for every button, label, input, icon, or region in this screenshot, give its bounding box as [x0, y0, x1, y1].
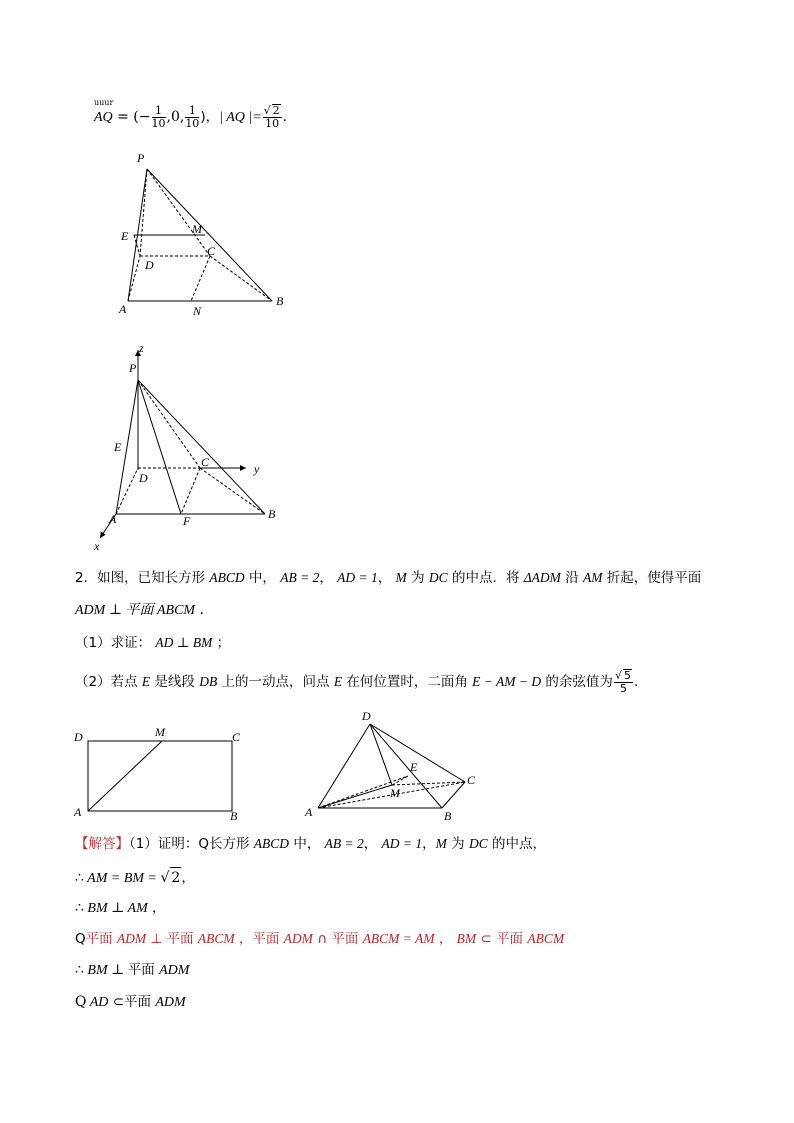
- solution-line-4: Q平面 ADM ⊥ 平面 ABCM ，平面 ADM ∩ 平面 ABCM = AM ， BM ⊂ 平面 ABCM: [75, 931, 565, 947]
- edge-dm: [370, 724, 392, 785]
- label-b: B: [276, 294, 284, 308]
- label-x: x: [94, 539, 100, 553]
- problem-2-line-2: ADM ⊥ 平面 ABCM .: [75, 602, 204, 618]
- label-e: E: [410, 760, 418, 774]
- edge-mc: [392, 782, 465, 785]
- rectangle-abcd: [88, 741, 232, 811]
- fraction: $\frac{√ 2}{10}$: [263, 104, 280, 130]
- edge-cb: [210, 256, 272, 301]
- edge-pc: [147, 169, 210, 256]
- label-b: B: [230, 809, 238, 823]
- edge-db: [370, 724, 442, 808]
- edge-pc: [138, 380, 200, 468]
- edge-pf: [138, 380, 181, 514]
- solution-line-1: 【解答】（1）证明：Q长方形 ABCD 中， AB = 2， AD = 1，M 为 DC 的中点，: [75, 836, 547, 852]
- label-d: D: [362, 709, 371, 723]
- label-d: D: [139, 471, 148, 485]
- label-d: D: [74, 730, 83, 744]
- pyramid-figure-2-coordinates: [90, 340, 290, 555]
- label-a: A: [305, 805, 313, 819]
- vector-arrow-mark: uuur: [94, 98, 114, 107]
- label-p: P: [137, 151, 145, 165]
- label-p: P: [129, 361, 137, 375]
- fraction: $\frac{1}{10}$: [151, 103, 166, 130]
- pyramid-figure-1: [110, 145, 300, 325]
- label-d: D: [145, 258, 154, 272]
- label-e: E: [121, 229, 129, 243]
- rectangle-abcd-figure: [70, 722, 250, 824]
- label-m: M: [192, 222, 202, 236]
- edge-cf: [181, 468, 200, 514]
- fraction-sqrt5-over-5: $\frac{√ 5}{5}$: [614, 669, 631, 695]
- label-z: z: [139, 341, 144, 355]
- solution-line-5: ∴ BM ⊥ 平面 ADM: [75, 962, 190, 978]
- problem-2-line-1: 2．如图，已知长方形 ABCD 中， AB = 2， AD = 1， M 为 DC 的中点．将 ΔADM 沿 AM 折起，使得平面: [75, 570, 702, 586]
- label-c: C: [232, 730, 241, 744]
- edge-bc: [442, 782, 465, 808]
- label-y: y: [254, 462, 260, 476]
- label-a: A: [119, 302, 127, 316]
- label-c: C: [201, 455, 210, 469]
- answer-tag: 【解答】: [75, 836, 129, 852]
- solution-line-6: Q AD ⊂平面 ADM: [75, 994, 186, 1010]
- label-c: C: [207, 244, 216, 258]
- label-a: A: [74, 805, 82, 819]
- problem-2-question-1: （1）求证： AD ⊥ BM ；: [75, 635, 231, 651]
- edge-cn: [191, 256, 210, 301]
- edge-dc: [370, 724, 465, 782]
- edge-pb: [138, 380, 265, 514]
- label-n: N: [193, 304, 202, 318]
- because-symbol: Q: [198, 836, 209, 852]
- label-m: M: [390, 786, 400, 800]
- label-c: C: [467, 773, 476, 787]
- solution-line-3: ∴ BM ⊥ AM ，: [75, 900, 166, 916]
- label-f: F: [183, 514, 191, 528]
- label-b: B: [268, 507, 276, 521]
- fraction: $\frac{1}{10}$: [185, 103, 200, 130]
- folded-pyramid-figure: [300, 702, 490, 824]
- label-m: M: [155, 725, 165, 739]
- edge-da: [318, 724, 370, 808]
- vector-aq-formula: uuur AQ = (− $\frac{1}{10}$ ,0, $\frac{1}{10}$ )，| AQ |= $\frac{√ 2}{10}$ .: [94, 104, 287, 130]
- label-a: A: [109, 512, 117, 526]
- solution-line-2: ∴ AM = BM = √ 2，: [75, 867, 195, 889]
- label-b: B: [444, 809, 452, 823]
- segment-am: [88, 741, 162, 811]
- problem-2-question-2: （2）若点 E 是线段 DB 上的一动点，问点 E 在何位置时，二面角 E − AM − D 的余弦值为 $\frac{√ 5}{5}$ .: [75, 669, 639, 695]
- label-e: E: [114, 440, 122, 454]
